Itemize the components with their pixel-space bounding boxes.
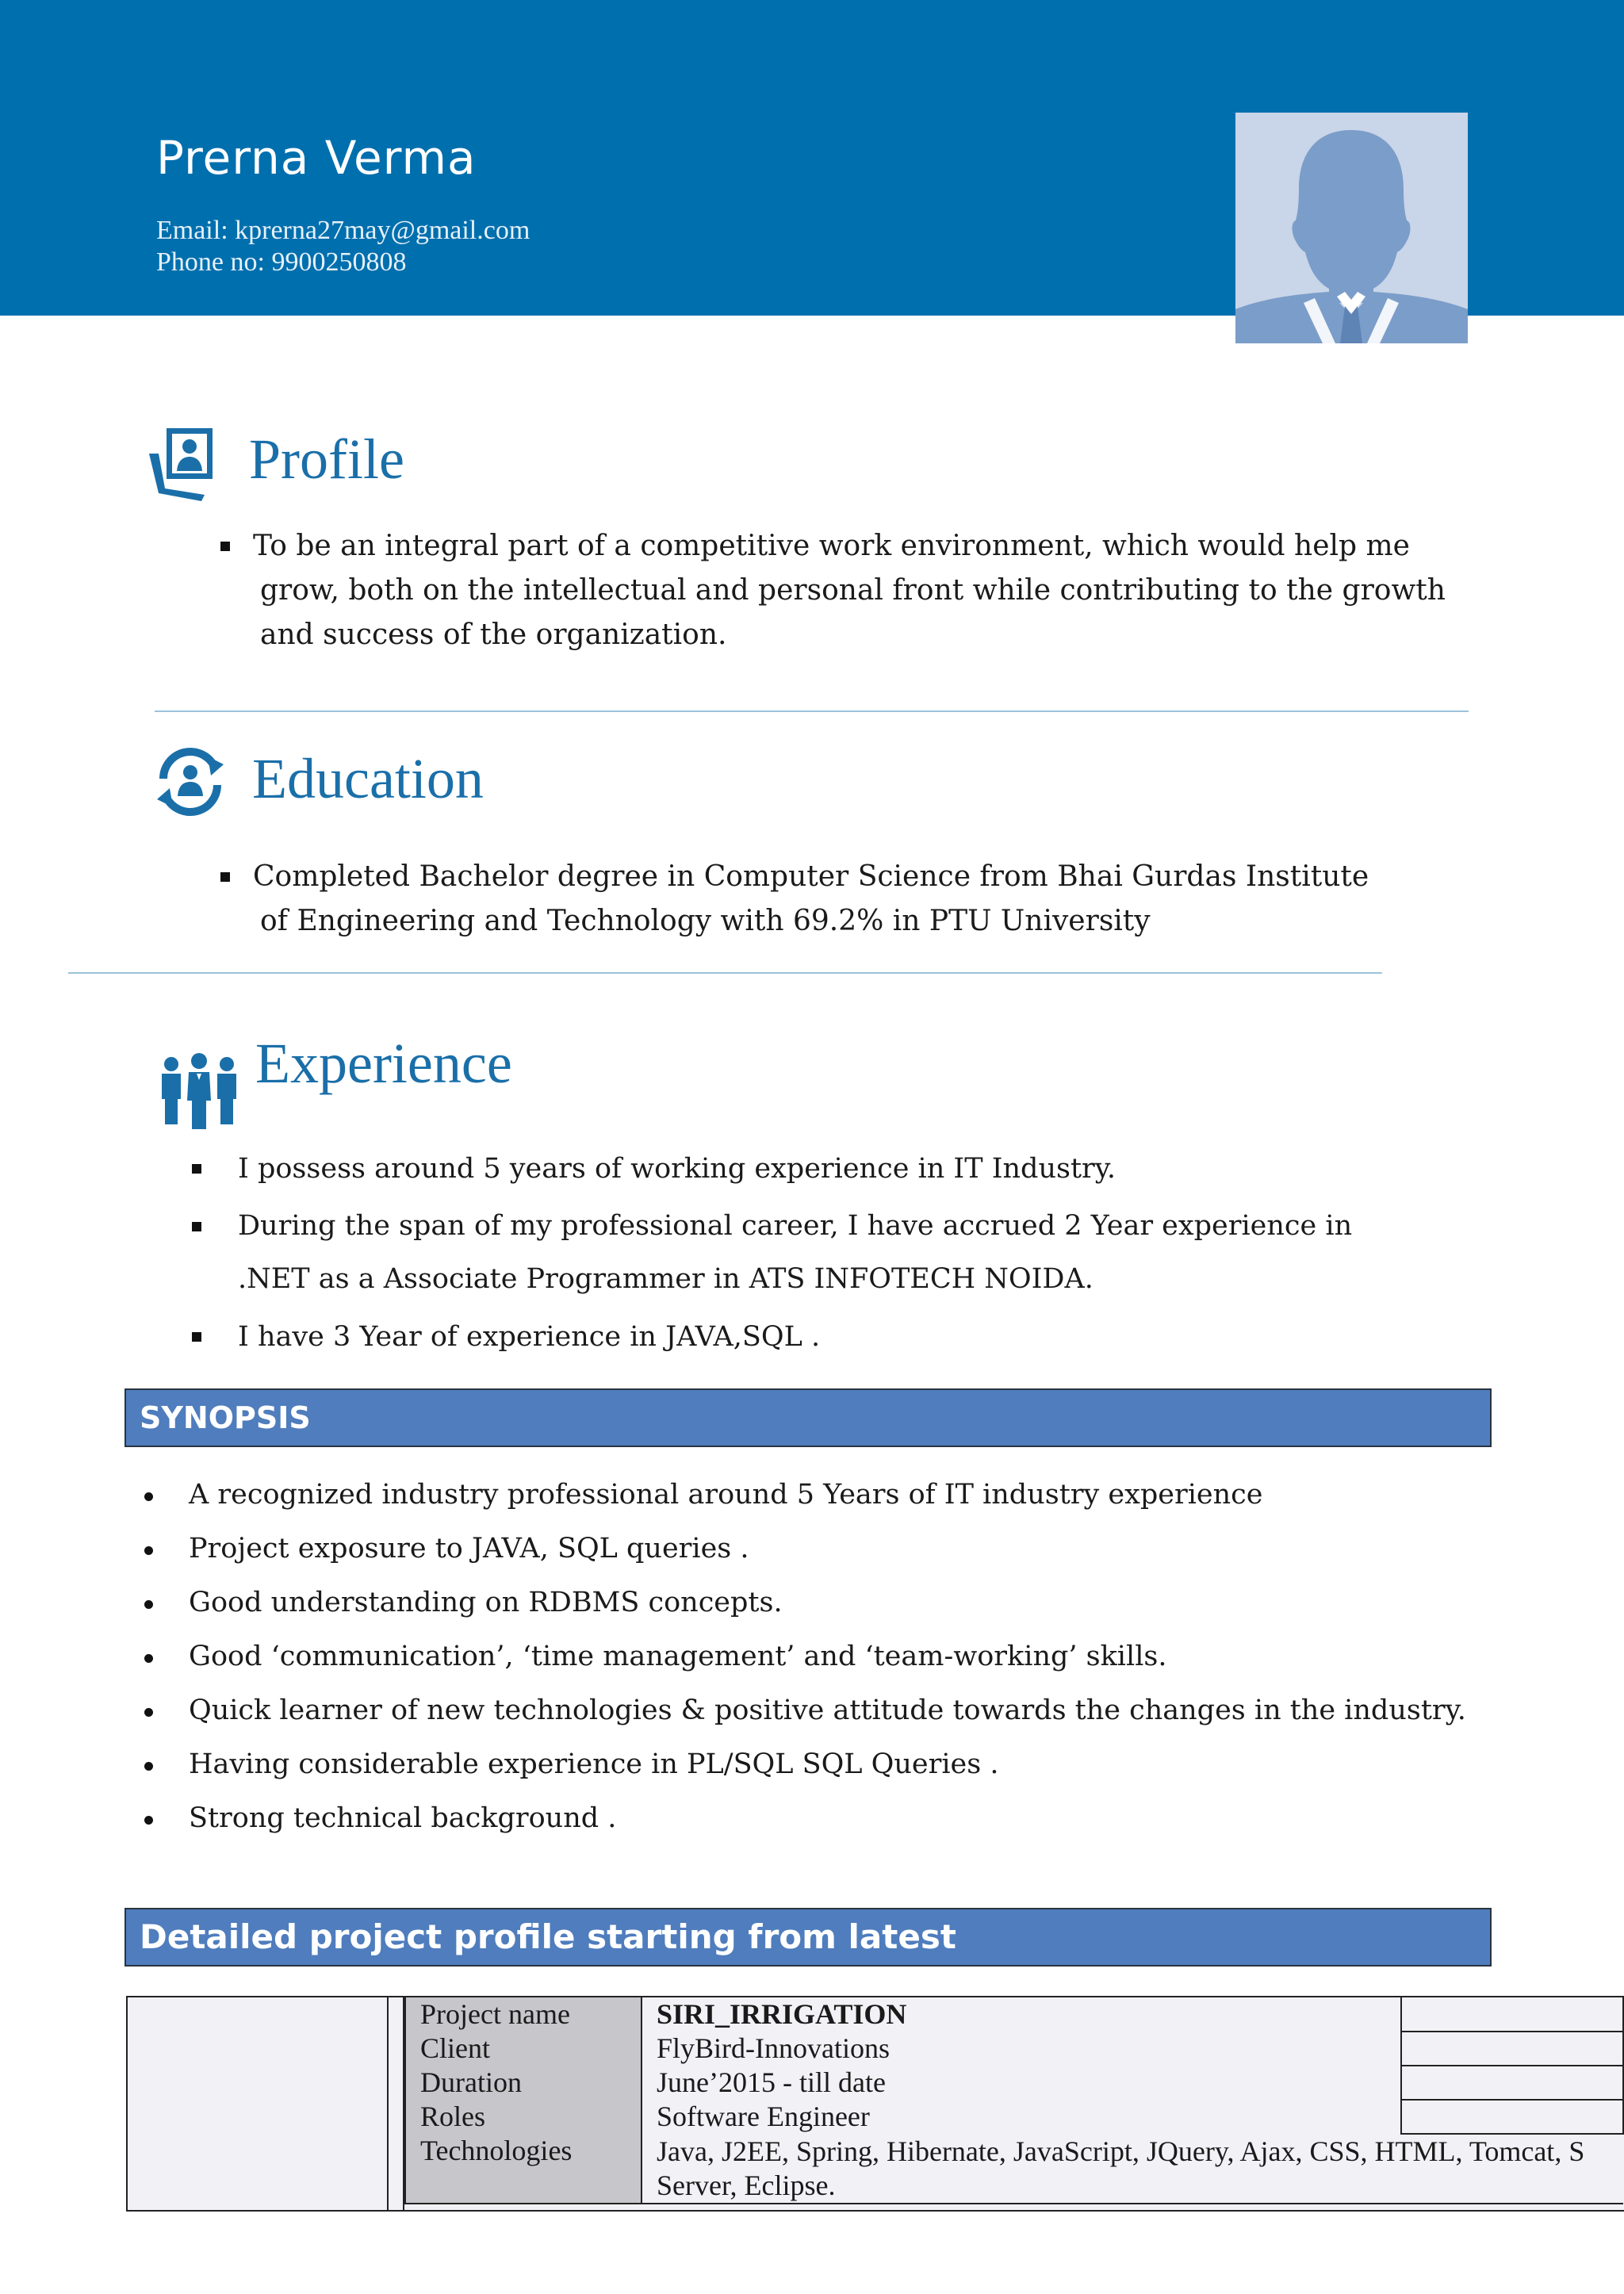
list-item: Having considerable experience in PL/SQL SQL Queries . [189,1742,1473,1787]
project-details-table [404,1996,1624,2204]
phone-line: Phone no: 9900250808 [156,247,407,277]
education-list [253,855,1386,944]
list-item: Project exposure to JAVA, SQL queries . [189,1526,1473,1571]
empty-cell [1401,2032,1623,2066]
synopsis-bar: SYNOPSIS [124,1388,1492,1447]
team-people-icon [159,1053,239,1129]
row-value: SIRI_IRRIGATION [642,1997,1401,2032]
list-item: Quick learner of new technologies & positive attitude towards the changes in the industry. [189,1688,1473,1733]
row-label: Project name [405,1997,642,2032]
section-divider [68,972,1382,974]
experience-heading: Experience [255,1032,512,1095]
table-row [405,2066,1623,2100]
list-item: I possess around 5 years of working experience in IT Industry. [238,1147,1396,1191]
row-label: Duration [405,2066,642,2100]
education-cycle-icon [152,745,228,817]
row-label: Technologies [405,2134,642,2204]
list-item: To be an integral part of a competitive work environment, which would help me grow, both on the intellectual and personal front while contributing to the growth and success of the organization. [260,524,1489,657]
contact-block [156,215,530,278]
project-table-gap [387,1996,404,2212]
table-row [405,2100,1623,2134]
table-row [405,2134,1623,2204]
section-divider [155,710,1469,712]
list-item: Completed Bachelor degree in Computer Science from Bhai Gurdas Institute of Engineering and Technology with 69.2% in PTU University [260,855,1386,944]
empty-cell [1401,2066,1623,2100]
technologies-text: Java, J2EE, Spring, Hibernate, JavaScript, JQuery, Ajax, CSS, HTML, Tomcat, S Server, Eclipse. [657,2135,1585,2201]
list-item: Strong technical background . [189,1796,1473,1840]
profile-photo [1235,113,1468,343]
table-row [405,1997,1623,2032]
list-item: Good ‘communication’, ‘time management’ and ‘team-working’ skills. [189,1634,1473,1679]
table-row [405,2032,1623,2066]
profile-list [253,524,1489,657]
list-item: I have 3 Year of experience in JAVA,SQL . [238,1315,1396,1359]
synopsis-list [189,1473,1473,1850]
empty-cell [1401,1997,1623,2032]
project-profile-bar: Detailed project profile starting from latest [124,1908,1492,1967]
candidate-name: Prerna Verma [156,131,477,185]
row-label: Client [405,2032,642,2066]
row-value: Software Engineer [642,2100,1401,2134]
row-value: FlyBird-Innovations [642,2032,1401,2066]
profile-card-icon [147,427,227,503]
email-line: Email: kprerna27may@gmail.com [156,216,530,245]
experience-list [238,1147,1396,1368]
person-silhouette-icon [1235,113,1468,343]
list-item: A recognized industry professional around 5 Years of IT industry experience [189,1473,1473,1517]
empty-cell [1401,2100,1623,2134]
row-value [642,2134,1623,2204]
list-item: During the span of my professional career, I have accrued 2 Year experience in .NET as a Associate Programmer in ATS INFOTECH NOIDA. [238,1200,1396,1306]
list-item: Good understanding on RDBMS concepts. [189,1580,1473,1625]
row-label: Roles [405,2100,642,2134]
education-heading: Education [252,747,484,810]
row-value: June’2015 - till date [642,2066,1401,2100]
profile-heading: Profile [249,427,404,491]
